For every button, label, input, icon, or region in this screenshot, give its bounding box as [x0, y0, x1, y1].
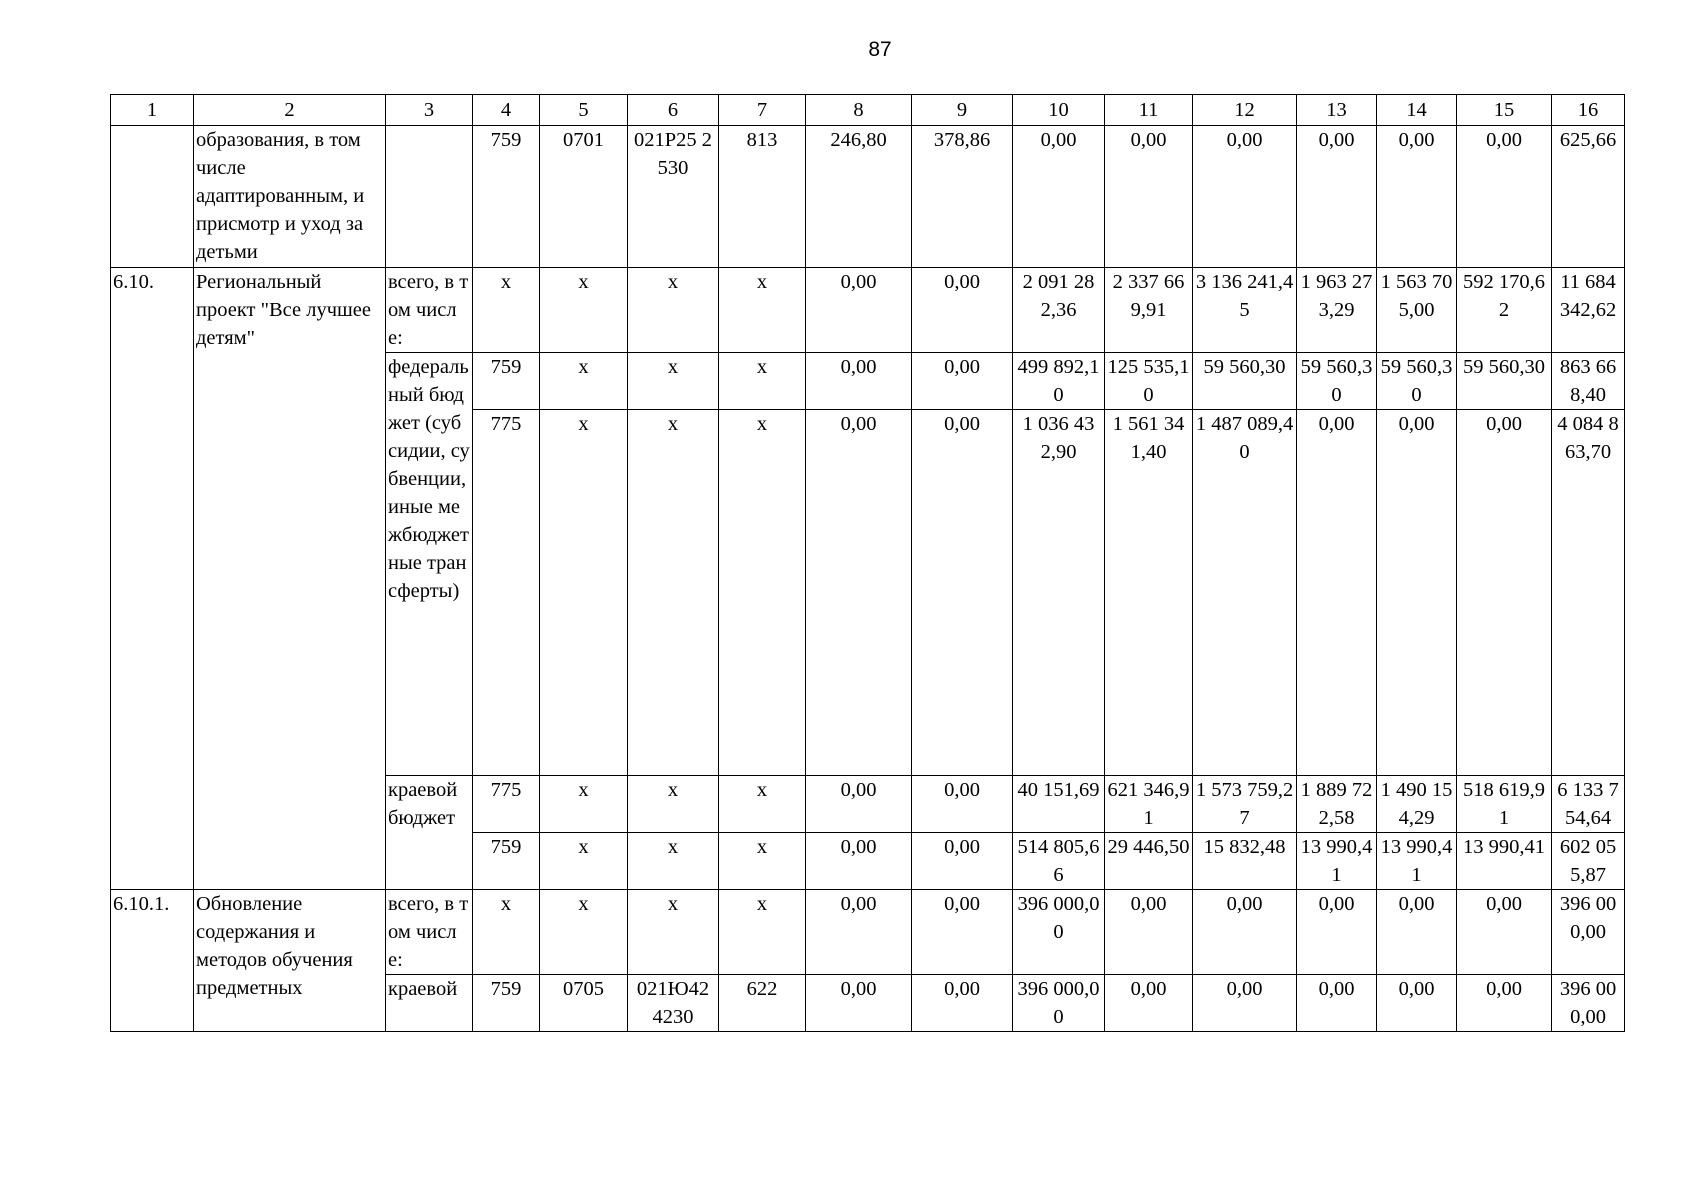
- cell: 0,00: [1105, 890, 1193, 975]
- cell: 0,00: [912, 268, 1013, 353]
- cell: 759: [473, 126, 540, 268]
- cell: 40 151,69: [1013, 776, 1105, 833]
- cell: х: [540, 410, 628, 776]
- table-row: [111, 890, 1625, 975]
- cell: 0,00: [1297, 410, 1377, 776]
- cell: 1 036 432,90: [1013, 410, 1105, 776]
- cell: 0,00: [1193, 126, 1297, 268]
- col-header: 6: [628, 95, 719, 126]
- cell: 0,00: [806, 410, 912, 776]
- row-number: 6.10.: [111, 268, 194, 890]
- cell: х: [540, 890, 628, 975]
- cell: 4 084 863,70: [1552, 410, 1625, 776]
- cell: 0,00: [1193, 975, 1297, 1032]
- cell: 0,00: [1013, 126, 1105, 268]
- cell: 1 487 089,40: [1193, 410, 1297, 776]
- col-header: 5: [540, 95, 628, 126]
- cell: 759: [473, 833, 540, 890]
- cell: 1 490 154,29: [1377, 776, 1457, 833]
- cell: 0,00: [1377, 975, 1457, 1032]
- cell: 625,66: [1552, 126, 1625, 268]
- cell: 0,00: [1377, 410, 1457, 776]
- cell: 1 573 759,27: [1193, 776, 1297, 833]
- col-header: 14: [1377, 95, 1457, 126]
- cell: 0,00: [1297, 975, 1377, 1032]
- col-header: 11: [1105, 95, 1193, 126]
- cell: 0,00: [806, 776, 912, 833]
- cell: 518 619,91: [1457, 776, 1552, 833]
- cell: 0,00: [806, 890, 912, 975]
- cell: 0,00: [912, 890, 1013, 975]
- cell: 396 000,00: [1013, 890, 1105, 975]
- cell: 021Ю42 4230: [628, 975, 719, 1032]
- cell: 0,00: [1457, 126, 1552, 268]
- cell: 29 446,50: [1105, 833, 1193, 890]
- cell: 602 055,87: [1552, 833, 1625, 890]
- cell: 0705: [540, 975, 628, 1032]
- cell: х: [540, 833, 628, 890]
- cell: 59 560,30: [1297, 353, 1377, 410]
- cell: 0,00: [806, 268, 912, 353]
- col-header: 4: [473, 95, 540, 126]
- cell: 0,00: [1297, 126, 1377, 268]
- cell: 0701: [540, 126, 628, 268]
- col-header: 8: [806, 95, 912, 126]
- cell: 2 337 669,91: [1105, 268, 1193, 353]
- cell: 021Р25 2530: [628, 126, 719, 268]
- cell: 0,00: [912, 833, 1013, 890]
- col-header: 12: [1193, 95, 1297, 126]
- cell: 0,00: [1457, 410, 1552, 776]
- funding-source: всего, в том числе:: [386, 268, 473, 353]
- cell: х: [473, 268, 540, 353]
- cell: 499 892,10: [1013, 353, 1105, 410]
- cell: 59 560,30: [1457, 353, 1552, 410]
- cell: 0,00: [806, 975, 912, 1032]
- cell: х: [628, 776, 719, 833]
- cell: 13 990,41: [1297, 833, 1377, 890]
- cell: 0,00: [806, 833, 912, 890]
- funding-source: всего, в том числе:: [386, 890, 473, 975]
- col-header: 1: [111, 95, 194, 126]
- cell: х: [719, 353, 806, 410]
- cell: 1 963 273,29: [1297, 268, 1377, 353]
- cell: 0,00: [912, 776, 1013, 833]
- header-row: [111, 95, 1625, 126]
- cell: х: [719, 833, 806, 890]
- cell: 1 561 341,40: [1105, 410, 1193, 776]
- cell: х: [473, 890, 540, 975]
- cell: 592 170,62: [1457, 268, 1552, 353]
- cell: 15 832,48: [1193, 833, 1297, 890]
- col-header: 3: [386, 95, 473, 126]
- row-name: образования, в том числе адаптированным, и присмотр и уход за детьми: [194, 126, 386, 268]
- cell: х: [628, 833, 719, 890]
- cell: 813: [719, 126, 806, 268]
- cell: 0,00: [1297, 890, 1377, 975]
- cell: 0,00: [1105, 126, 1193, 268]
- cell: 863 668,40: [1552, 353, 1625, 410]
- funding-source: [386, 126, 473, 268]
- cell: х: [719, 776, 806, 833]
- cell: 2 091 282,36: [1013, 268, 1105, 353]
- cell: 0,00: [1193, 890, 1297, 975]
- cell: 1 889 722,58: [1297, 776, 1377, 833]
- cell: х: [628, 890, 719, 975]
- col-header: 13: [1297, 95, 1377, 126]
- col-header: 2: [194, 95, 386, 126]
- funding-source: федеральный бюджет (субсидии, субвенции, иные межбюджетные трансферты): [386, 353, 473, 776]
- cell: 378,86: [912, 126, 1013, 268]
- cell: 13 990,41: [1377, 833, 1457, 890]
- cell: 775: [473, 410, 540, 776]
- cell: х: [719, 268, 806, 353]
- cell: 0,00: [912, 353, 1013, 410]
- cell: 0,00: [806, 353, 912, 410]
- table-row: [111, 268, 1625, 353]
- cell: 759: [473, 975, 540, 1032]
- col-header: 9: [912, 95, 1013, 126]
- budget-table: [110, 94, 1625, 1032]
- cell: 0,00: [912, 410, 1013, 776]
- cell: х: [540, 776, 628, 833]
- cell: 13 990,41: [1457, 833, 1552, 890]
- funding-source: краевой: [386, 975, 473, 1032]
- cell: 1 563 705,00: [1377, 268, 1457, 353]
- cell: 396 000,00: [1013, 975, 1105, 1032]
- col-header: 15: [1457, 95, 1552, 126]
- table-row: [111, 126, 1625, 268]
- col-header: 7: [719, 95, 806, 126]
- cell: 759: [473, 353, 540, 410]
- cell: х: [628, 268, 719, 353]
- cell: 6 133 754,64: [1552, 776, 1625, 833]
- cell: х: [540, 353, 628, 410]
- cell: 396 000,00: [1552, 890, 1625, 975]
- cell: 0,00: [1377, 126, 1457, 268]
- cell: 622: [719, 975, 806, 1032]
- cell: 621 346,91: [1105, 776, 1193, 833]
- cell: х: [719, 890, 806, 975]
- cell: 514 805,66: [1013, 833, 1105, 890]
- cell: 0,00: [1105, 975, 1193, 1032]
- cell: 246,80: [806, 126, 912, 268]
- cell: 0,00: [1457, 890, 1552, 975]
- cell: х: [540, 268, 628, 353]
- row-name: Обновление содержания и методов обучения предметных: [194, 890, 386, 1032]
- cell: 0,00: [1457, 975, 1552, 1032]
- cell: х: [628, 410, 719, 776]
- cell: х: [628, 353, 719, 410]
- row-number: 6.10.1.: [111, 890, 194, 1032]
- cell: 0,00: [1377, 890, 1457, 975]
- cell: х: [719, 410, 806, 776]
- cell: 59 560,30: [1193, 353, 1297, 410]
- cell: 775: [473, 776, 540, 833]
- cell: 59 560,30: [1377, 353, 1457, 410]
- col-header: 16: [1552, 95, 1625, 126]
- cell: 396 000,00: [1552, 975, 1625, 1032]
- cell: 3 136 241,45: [1193, 268, 1297, 353]
- funding-source: краевой бюджет: [386, 776, 473, 890]
- cell: 0,00: [912, 975, 1013, 1032]
- row-name: Региональный проект "Все лучшее детям": [194, 268, 386, 890]
- cell: 11 684 342,62: [1552, 268, 1625, 353]
- row-number: [111, 126, 194, 268]
- col-header: 10: [1013, 95, 1105, 126]
- page-number: 87: [868, 38, 892, 61]
- cell: 125 535,10: [1105, 353, 1193, 410]
